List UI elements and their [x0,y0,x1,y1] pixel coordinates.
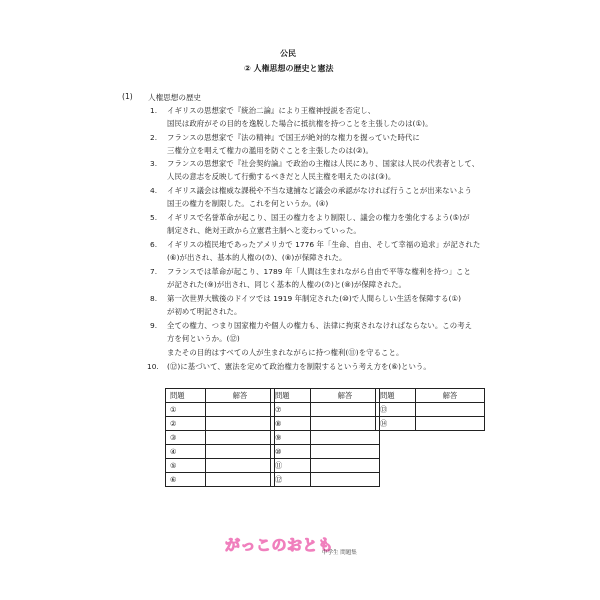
question-text: 制定され、絶対王政から立憲君主制へと変わっていった。 [167,226,361,235]
question-text: 三権分立を唱えて権力の濫用を防ぐことを主張したのは(②)。 [167,146,374,155]
answer-cell[interactable] [416,417,485,431]
question-text: 国王の権力を制限した。これを何というか。(④) [167,199,329,208]
answer-table-2 [270,388,380,487]
question-label: ⑥ [166,473,206,487]
answer-cell[interactable] [206,431,275,445]
question-number: 3. [150,159,158,168]
answer-cell[interactable] [206,445,275,459]
question-label: ② [166,417,206,431]
question-label: ⑦ [271,403,311,417]
question-text: フランスでは革命が起こり、1789 年「人間は生まれながら自由で平等な権利を持つ」こと [167,267,471,276]
question-text: イギリスの思想家で『統治二論』により王権神授説を否定し、 [167,106,376,115]
section-number: (1) [122,92,133,101]
question-number: 4. [150,186,158,195]
question-text: イギリス議会は権威な課税や不当な逮捕など議会の承認がなければ行うことが出来ないよう [167,186,472,195]
table-header-answer: 解答 [311,389,380,403]
question-label: ⑬ [376,403,416,417]
answer-cell[interactable] [206,473,275,487]
question-text: 第一次世界大戦後のドイツでは 1919 年制定された(⑩)で人間らしい生活を保障する(①) [167,294,462,303]
footer-caption: 中学生 問題集 [322,550,357,556]
answer-cell[interactable] [311,445,380,459]
answer-cell[interactable] [311,459,380,473]
question-number: 2. [150,133,158,142]
question-text: フランスの思想家で『法の精神』で国王が絶対的な権力を握っていた時代に [167,133,420,142]
question-text: (⑥)が出され、基本的人権の(⑦)、(⑧)が保障された。 [167,253,347,262]
question-text: が初めて明記された。 [167,307,242,316]
question-text: 方を何というか。(⑫) [167,334,240,343]
brand-logo: がっこのおとも [225,536,334,554]
answer-cell[interactable] [311,431,380,445]
answer-table-3 [375,388,485,431]
question-label: ④ [166,445,206,459]
question-number: 7. [150,267,158,276]
question-text: イギリスの植民地であったアメリカで 1776 年「生命、自由、そして幸福の追求」が記された [167,240,481,249]
question-label: ⑩ [271,445,311,459]
question-text: 人民の意志を反映して行動するべきだと人民主権を唱えたのは(③)。 [167,172,396,181]
question-number: 8. [150,294,158,303]
question-label: ⑧ [271,417,311,431]
question-label: ③ [166,431,206,445]
question-text: 全ての権力、つまり国家権力や個人の権力も、法律に拘束されなければならない。この考え [167,321,473,330]
table-header-answer: 解答 [206,389,275,403]
question-label: ⑨ [271,431,311,445]
answer-table-1 [165,388,275,487]
question-number: 6. [150,240,158,249]
table-header-question: 問題 [166,389,206,403]
question-text: (⑫)に基づいて、憲法を定めて政治権力を制限するという考え方を(⑥)という。 [167,362,431,371]
question-text: フランスの思想家で『社会契約論』で政治の主権は人民にあり、国家は人民の代表者として、 [167,159,480,168]
answer-cell[interactable] [206,403,275,417]
question-text: またその目的はすべての人が生まれながらに持つ権利(⑪)を守ること。 [167,348,404,357]
unit-title: ② 人権思想の歴史と憲法 [244,64,334,73]
table-header-answer: 解答 [416,389,485,403]
answer-cell[interactable] [416,403,485,417]
answer-cell[interactable] [311,473,380,487]
table-header-question: 問題 [271,389,311,403]
question-text: イギリスで名誉革命が起こり、国王の権力をより制限し、議会の権力を強化するよう(⑤)が [167,213,470,222]
question-number: 10. [147,362,159,371]
question-number: 9. [150,321,158,330]
answer-cell[interactable] [311,403,380,417]
question-label: ⑭ [376,417,416,431]
question-number: 5. [150,213,158,222]
question-label: ⑤ [166,459,206,473]
question-label: ① [166,403,206,417]
question-text: が記された(⑨)が出され、同じく基本的人権の(⑦)と(⑧)が保障された。 [167,280,406,289]
subject-title: 公民 [280,49,296,58]
answer-cell[interactable] [311,417,380,431]
question-label: ⑫ [271,473,311,487]
table-header-question: 問題 [376,389,416,403]
answer-cell[interactable] [206,459,275,473]
section-title: 人権思想の歴史 [148,93,202,102]
question-number: 1. [150,106,158,115]
question-label: ⑪ [271,459,311,473]
question-text: 国民は政府がその目的を逸脱した場合に抵抗権を持つことを主張したのは(①)。 [167,119,433,128]
answer-cell[interactable] [206,417,275,431]
